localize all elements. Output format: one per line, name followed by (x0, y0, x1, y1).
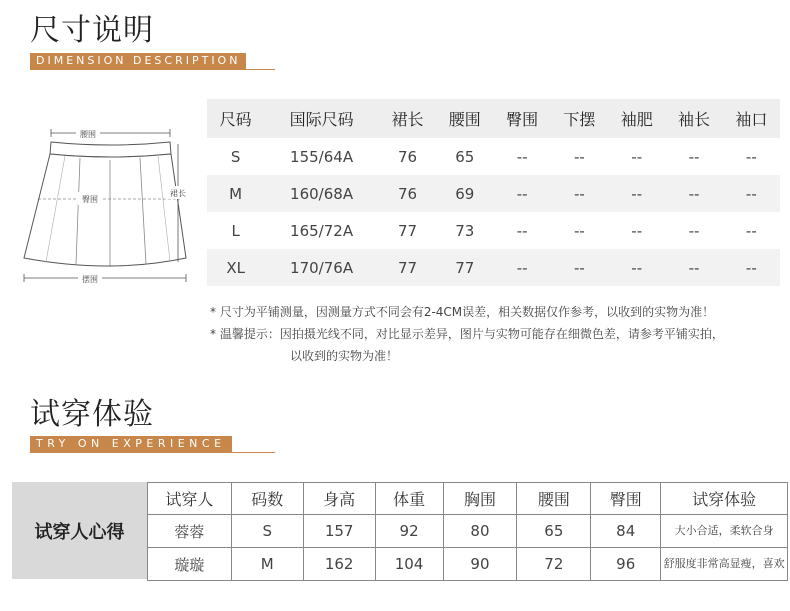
table-cell: -- (608, 175, 665, 212)
header-cell: 胸围 (443, 483, 517, 515)
header-cell: 码数 (231, 483, 303, 515)
table-cell: 73 (455, 221, 475, 240)
header-cell: 身高 (303, 483, 375, 515)
table-cell: 104 (375, 548, 443, 581)
tryon-side-label: 试穿人心得 (34, 521, 125, 543)
table-cell: -- (551, 175, 608, 212)
skirt-diagram (18, 124, 198, 292)
table-cell: -- (493, 175, 550, 212)
dimension-subtitle: DIMENSION DESCRIPTION (30, 53, 246, 69)
size-table-header (207, 99, 780, 138)
note-measurement: * 尺寸为平铺测量，因测量方式不同会有2-4CM误差，相关数据仅作参考，以收到的实物为准！ (210, 305, 715, 319)
tryon-rule (30, 452, 275, 453)
table-cell: 77 (436, 249, 493, 286)
tryon-title: 试穿体验 (30, 397, 154, 432)
dimension-title: 尺寸说明 (30, 13, 154, 48)
table-cell: 69 (436, 175, 493, 212)
table-cell: 165/72A (290, 221, 354, 240)
table-cell: 大小合适，柔软合身 (661, 515, 788, 548)
table-cell: 157 (303, 515, 375, 548)
table-cell: L (231, 221, 240, 240)
table-row (207, 249, 780, 286)
header-cell: 袖长 (665, 99, 722, 138)
table-row (148, 548, 788, 581)
table-cell: -- (631, 147, 643, 166)
tryon-table (147, 482, 788, 581)
hip-label: 臀围 (82, 195, 98, 204)
header-cell: 尺码 (207, 99, 264, 138)
header-cell: 腰围 (436, 99, 493, 138)
table-cell: 72 (517, 548, 591, 581)
size-table (207, 99, 780, 286)
tryon-panel (12, 482, 788, 579)
note-color-tip-continued: 以收到的实物为准！ (290, 349, 399, 363)
table-cell: -- (608, 249, 665, 286)
length-label: 裙长 (170, 189, 186, 198)
table-cell: 76 (379, 175, 436, 212)
table-cell: -- (665, 175, 722, 212)
table-cell: -- (516, 221, 528, 240)
table-row (207, 175, 780, 212)
table-row (207, 138, 780, 175)
table-cell: M (207, 175, 264, 212)
table-cell: 96 (591, 548, 661, 581)
table-cell: 162 (303, 548, 375, 581)
size-notes (210, 301, 724, 367)
header-cell: 国际尺码 (264, 99, 379, 138)
header-cell: 下摆 (551, 99, 608, 138)
header-cell: 腰围 (517, 483, 591, 515)
hem-label: 摆围 (82, 275, 98, 284)
table-cell: 77 (397, 221, 418, 240)
table-row (207, 212, 780, 249)
table-cell: 77 (379, 249, 436, 286)
table-cell: 80 (443, 515, 517, 548)
table-cell: -- (631, 221, 643, 240)
header-cell: 臀围 (493, 99, 550, 138)
table-cell: -- (745, 147, 757, 166)
table-cell: 160/68A (264, 175, 379, 212)
table-cell: -- (688, 147, 700, 166)
table-cell: 84 (591, 515, 661, 548)
table-row (148, 515, 788, 548)
table-cell: M (231, 548, 303, 581)
table-cell: -- (516, 147, 528, 166)
header-cell: 试穿人 (148, 483, 232, 515)
table-cell: XL (207, 249, 264, 286)
header-cell: 袖口 (723, 99, 780, 138)
tryon-subtitle: TRY ON EXPERIENCE (30, 436, 232, 452)
header-cell: 试穿体验 (661, 483, 788, 515)
table-cell: -- (665, 249, 722, 286)
table-cell: 蓉蓉 (148, 515, 232, 548)
table-cell: -- (493, 249, 550, 286)
table-cell: 90 (443, 548, 517, 581)
table-cell: S (231, 515, 303, 548)
table-cell: -- (573, 221, 585, 240)
table-cell: -- (745, 221, 757, 240)
table-cell: 92 (375, 515, 443, 548)
tryon-header-row (148, 483, 788, 515)
header-cell: 体重 (375, 483, 443, 515)
header-cell: 裙长 (379, 99, 436, 138)
table-cell: S (230, 147, 241, 166)
header-cell: 臀围 (591, 483, 661, 515)
table-cell: 76 (397, 147, 418, 166)
table-cell: -- (723, 249, 780, 286)
waist-label: 腰围 (80, 130, 96, 139)
note-color-tip: * 温馨提示：因拍摄光线不同，对比显示差异，图片与实物可能存在细微色差，请参考平铺实拍， (210, 327, 724, 341)
table-cell: 舒服度非常高显瘦，喜欢 (661, 548, 788, 581)
table-cell: -- (573, 147, 585, 166)
header-cell: 袖肥 (608, 99, 665, 138)
table-cell: 170/76A (264, 249, 379, 286)
table-cell: 155/64A (290, 147, 354, 166)
table-cell: 65 (455, 147, 475, 166)
table-cell: -- (688, 221, 700, 240)
table-cell: 65 (517, 515, 591, 548)
table-cell: -- (551, 249, 608, 286)
dimension-rule (30, 69, 275, 70)
table-cell: -- (723, 175, 780, 212)
table-cell: 璇璇 (148, 548, 232, 581)
